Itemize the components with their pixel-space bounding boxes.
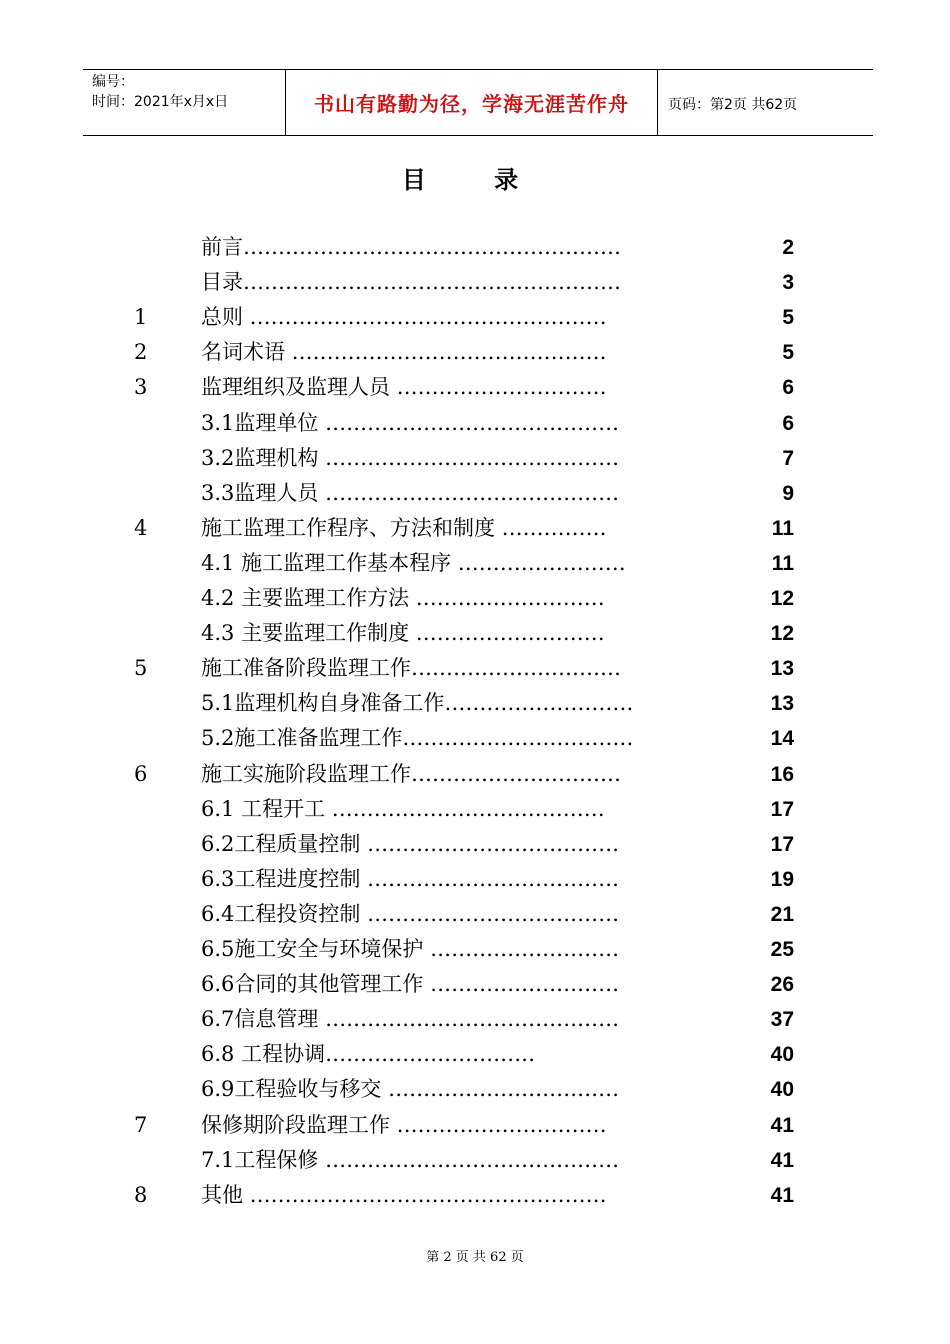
toc-entry-number: 2 xyxy=(134,340,148,365)
toc-entry-title: 施工监理工作程序、方法和制度 …………… xyxy=(201,515,607,540)
toc-entry-page: 41 xyxy=(770,1113,794,1137)
toc-entry xyxy=(0,862,950,897)
toc-entry-title: 5.1监理机构自身准备工作……………………… xyxy=(201,691,634,716)
toc-entry-title: 6.7信息管理 …………………………………… xyxy=(201,1007,620,1032)
toc-entry-title: 施工准备阶段监理工作………………………… xyxy=(201,656,621,681)
toc-entry xyxy=(0,1143,950,1178)
page-title: 目 录 xyxy=(401,165,549,194)
toc-entry xyxy=(0,441,950,476)
toc-entry-page: 3 xyxy=(782,271,794,295)
toc-entry xyxy=(0,651,950,686)
toc-entry-title: 3.1监理单位 …………………………………… xyxy=(201,410,620,435)
header-number-label: 编号： xyxy=(92,74,134,90)
toc-entry-page: 11 xyxy=(771,551,794,575)
toc-entry xyxy=(0,1178,950,1213)
toc-entry-title: 监理组织及监理人员 ………………………… xyxy=(201,375,607,400)
toc-entry xyxy=(0,406,950,441)
toc-entry-page: 40 xyxy=(770,1078,794,1102)
toc-entry xyxy=(0,616,950,651)
toc-entry-title: 6.8 工程协调………………………… xyxy=(201,1042,536,1067)
toc-entry-page: 16 xyxy=(770,762,794,786)
toc-entry-number: 4 xyxy=(134,515,148,540)
toc-entry-title: 7.1工程保修 …………………………………… xyxy=(201,1147,620,1172)
toc-entry xyxy=(0,686,950,721)
toc-entry-title: 总则 …………………………………………… xyxy=(201,305,607,330)
toc-entry-title: 3.2监理机构 …………………………………… xyxy=(201,445,620,470)
toc-entry-page: 12 xyxy=(770,622,794,646)
toc-entry-page: 12 xyxy=(770,587,794,610)
toc-entry-page: 13 xyxy=(770,657,794,681)
toc-entry-page: 25 xyxy=(770,938,794,961)
toc-entry-title: 6.2工程质量控制 ……………………………… xyxy=(201,831,620,856)
toc-entry-title: 6.4工程投资控制 ……………………………… xyxy=(201,901,620,926)
toc-entry-number: 3 xyxy=(134,375,148,400)
toc-entry-number: 1 xyxy=(134,305,148,330)
toc-entry-title: 6.1 工程开工 ………………………………… xyxy=(201,796,605,821)
toc-entry-title: 前言……………………………………………… xyxy=(201,235,621,259)
toc-entry-page: 41 xyxy=(770,1183,794,1207)
toc-entry-number: 6 xyxy=(134,761,148,786)
toc-entry xyxy=(0,546,950,581)
toc-entry-page: 17 xyxy=(770,797,794,821)
toc-entry xyxy=(0,370,950,405)
header-divider-right xyxy=(657,69,658,136)
toc-entry-page: 41 xyxy=(770,1148,794,1172)
toc-entry xyxy=(0,721,950,756)
toc-entry-title: 其他 …………………………………………… xyxy=(201,1182,607,1207)
toc-entry xyxy=(0,1002,950,1037)
toc-entry-title: 4.2 主要监理工作方法 ……………………… xyxy=(201,586,605,610)
toc-entry-number: 7 xyxy=(134,1112,148,1137)
header-page-info: 页码：第2页 共62页 xyxy=(668,97,798,113)
toc-entry-page: 19 xyxy=(770,867,794,891)
toc-entry-title: 6.9工程验收与移交 …………………………… xyxy=(201,1077,620,1102)
toc-entry-title: 施工实施阶段监理工作………………………… xyxy=(201,761,621,786)
toc-entry-page: 14 xyxy=(770,727,794,751)
toc-entry xyxy=(0,476,950,511)
toc-entry-title: 4.1 施工监理工作基本程序 …………………… xyxy=(201,550,626,575)
toc-entry-page: 6 xyxy=(782,376,794,400)
toc-entry-number: 8 xyxy=(134,1182,148,1207)
toc-entry-title: 目录……………………………………………… xyxy=(201,270,621,295)
toc-entry xyxy=(0,511,950,546)
toc-entry xyxy=(0,230,950,265)
toc-entry-title: 5.2施工准备监理工作…………………………… xyxy=(201,726,634,751)
toc-entry-title: 名词术语 ……………………………………… xyxy=(201,340,607,365)
header-meta xyxy=(92,72,228,112)
toc-entry-page: 2 xyxy=(782,236,794,259)
toc-entry-page: 26 xyxy=(770,973,794,997)
toc-entry xyxy=(0,265,950,300)
toc-entry-title: 6.3工程进度控制 ……………………………… xyxy=(201,866,620,891)
toc-entry-title: 保修期阶段监理工作 ………………………… xyxy=(201,1112,607,1137)
toc-entry xyxy=(0,1108,950,1143)
toc-entry-page: 5 xyxy=(782,306,794,330)
toc-entry-page: 7 xyxy=(782,446,794,470)
toc-entry xyxy=(0,967,950,1002)
toc-entry xyxy=(0,1037,950,1072)
header-motto: 书山有路勤为径，学海无涯苦作舟 xyxy=(314,92,629,116)
toc-entry-page: 37 xyxy=(770,1008,794,1032)
toc-entry xyxy=(0,300,950,335)
toc-entry xyxy=(0,581,950,616)
toc-entry-page: 40 xyxy=(770,1043,794,1067)
toc-entry xyxy=(0,1072,950,1107)
toc-entry-title: 3.3监理人员 …………………………………… xyxy=(201,480,620,505)
toc-entry-page: 21 xyxy=(770,902,794,926)
toc-entry xyxy=(0,897,950,932)
toc-entry-title: 6.5施工安全与环境保护 ……………………… xyxy=(201,937,620,961)
toc-entry xyxy=(0,757,950,792)
toc-entry xyxy=(0,827,950,862)
toc-entry-page: 11 xyxy=(771,516,794,540)
toc-entry-title: 6.6合同的其他管理工作 ……………………… xyxy=(201,972,620,997)
header-time-label: 时间：2021年x月x日 xyxy=(92,94,229,110)
toc-entry-number: 5 xyxy=(134,656,148,681)
toc-entry-page: 13 xyxy=(770,692,794,716)
toc-entry-page: 6 xyxy=(782,411,794,435)
toc-entry xyxy=(0,792,950,827)
toc-entry-title: 4.3 主要监理工作制度 ……………………… xyxy=(201,621,605,646)
toc-entry xyxy=(0,335,950,370)
toc-entry-page: 9 xyxy=(782,481,794,505)
toc-entry-page: 17 xyxy=(770,832,794,856)
page-footer: 第 2 页 共 62 页 xyxy=(426,1250,524,1265)
toc-entry-page: 5 xyxy=(782,341,794,365)
toc-entry xyxy=(0,932,950,967)
